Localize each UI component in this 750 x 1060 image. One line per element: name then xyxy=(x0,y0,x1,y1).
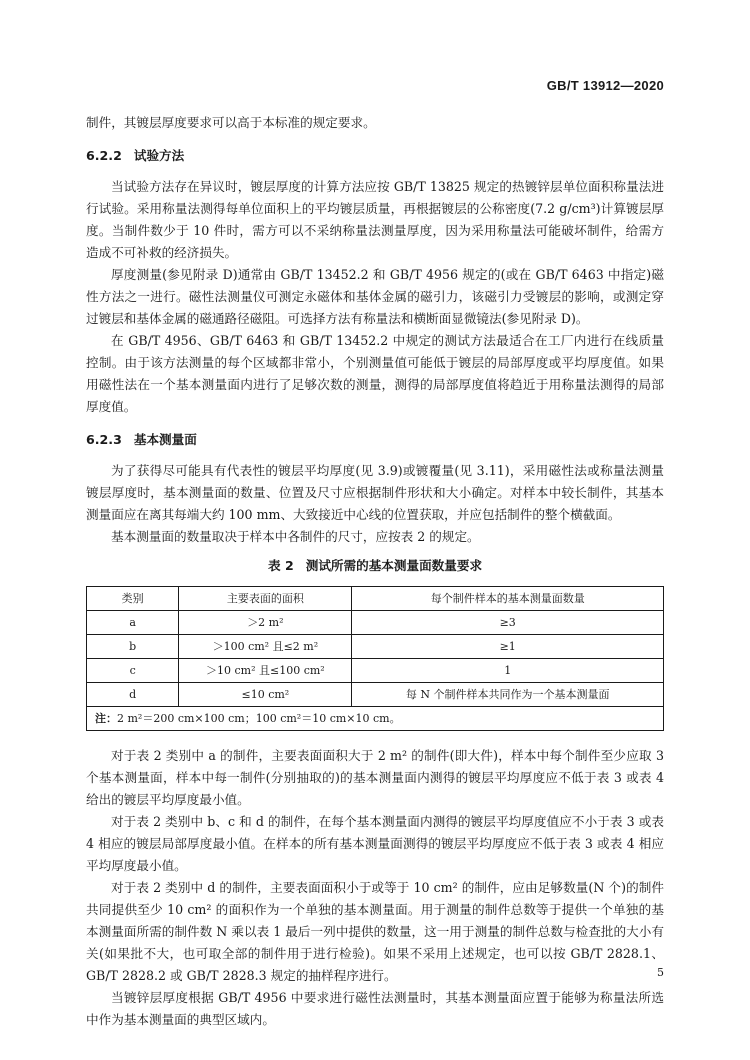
paragraph: 制件，其镀层厚度要求可以高于本标准的规定要求。 xyxy=(86,115,376,130)
cell-count: 1 xyxy=(352,659,664,683)
section-heading-6-2-3 xyxy=(86,430,664,450)
cell-category: a xyxy=(87,611,179,635)
section-number: 6.2.3 xyxy=(86,432,122,447)
table-note xyxy=(87,707,664,731)
page-number: 5 xyxy=(657,966,664,979)
paragraph: 为了获得尽可能具有代表性的镀层平均厚度(见 3.9)或镀覆量(见 3.11)，采用磁性法或称量法测量镀层厚度时，基本测量面的数量、位置及尺寸应根据制件形状和大小确定。对样本中较长制件，其基本测量面应在离其每端大约 100 mm、大致接近中心线的位置获取，并应包括制件的整个横截面。 xyxy=(86,463,664,522)
note-label: 注： xyxy=(95,711,117,725)
header-surface-count: 每个制件样本的基本测量面数量 xyxy=(352,587,664,611)
table-number: 表 2 xyxy=(267,558,294,573)
note-text: 2 m²＝200 cm×100 cm；100 cm²＝10 cm×10 cm。 xyxy=(117,711,401,725)
table-note-row xyxy=(87,707,664,731)
table-header-row xyxy=(87,587,664,611)
cell-area: ＞2 m² xyxy=(179,611,352,635)
cell-area: ＞100 cm² 且≤2 m² xyxy=(179,635,352,659)
section-heading-6-2-2 xyxy=(86,146,664,166)
table-title: 测试所需的基本测量面数量要求 xyxy=(305,558,483,573)
paragraph: 对于表 2 类别中 a 的制件，主要表面面积大于 2 m² 的制件(即大件)，样本中每个制件至少应取 3 个基本测量面，样本中每一制件(分别抽取的)的基本测量面内测得的镀层平均厚度应不低于表 3 或表 4 给出的镀层平均厚度最小值。 xyxy=(86,748,664,807)
paragraph: 当镀锌层厚度根据 GB/T 4956 中要求进行磁性法测量时，其基本测量面应置于能够为称量法所选中作为基本测量面的典型区域内。 xyxy=(86,990,664,1027)
table-row xyxy=(87,635,664,659)
paragraph: 厚度测量(参见附录 D)通常由 GB/T 13452.2 和 GB/T 4956 规定的(或在 GB/T 6463 中指定)磁性方法之一进行。磁性法测量仪可测定永磁体和基体金属的磁引力，该磁引力受镀层的影响，或测定穿过镀层和基体金属的磁通路径磁阻。可选择方法有称量法和横断面显微镜法(参见附录 D)。 xyxy=(86,267,664,326)
standard-number-header: GB/T 13912—2020 xyxy=(546,78,664,93)
paragraph: 当试验方法存在异议时，镀层厚度的计算方法应按 GB/T 13825 规定的热镀锌层单位面积称量法进行试验。采用称量法测得每单位面积上的平均镀层质量，再根据镀层的公称密度(7.2 g/cm³)计算镀层厚度。当制件数少于 10 件时，需方可以不采纳称量法测量厚度，因为采用称量法可能破坏制件，给需方造成不可补救的经济损失。 xyxy=(86,179,664,260)
cell-count: 每 N 个制件样本共同作为一个基本测量面 xyxy=(352,683,664,707)
paragraph: 基本测量面的数量取决于样本中各制件的尺寸，应按表 2 的规定。 xyxy=(111,529,480,544)
header-category: 类别 xyxy=(87,587,179,611)
section-title: 基本测量面 xyxy=(133,432,197,447)
measurement-surface-table xyxy=(86,586,664,731)
cell-count: ≥3 xyxy=(352,611,664,635)
table-row xyxy=(87,659,664,683)
paragraph: 在 GB/T 4956、GB/T 6463 和 GB/T 13452.2 中规定的测试方法最适合在工厂内进行在线质量控制。由于该方法测量的每个区域都非常小，个别测量值可能低于镀层的局部厚度或平均厚度值。如果用磁性法在一个基本测量面内进行了足够次数的测量，测得的局部厚度值将趋近于用称量法测得的局部厚度值。 xyxy=(86,333,664,414)
section-title: 试验方法 xyxy=(133,148,185,163)
table-row xyxy=(87,683,664,707)
cell-category: d xyxy=(87,683,179,707)
table-row xyxy=(87,611,664,635)
cell-category: c xyxy=(87,659,179,683)
cell-count: ≥1 xyxy=(352,635,664,659)
cell-area: ≤10 cm² xyxy=(179,683,352,707)
paragraph: 对于表 2 类别中 b、c 和 d 的制件，在每个基本测量面内测得的镀层平均厚度值应不小于表 3 或表 4 相应的镀层局部厚度最小值。在样本的所有基本测量面测得的镀层平均厚度应不低于表 3 或表 4 相应平均厚度最小值。 xyxy=(86,814,664,873)
header-main-surface-area: 主要表面的面积 xyxy=(179,587,352,611)
cell-category: b xyxy=(87,635,179,659)
paragraph: 对于表 2 类别中 d 的制件，主要表面面积小于或等于 10 cm² 的制件，应由足够数量(N 个)的制件共同提供至少 10 cm² 的面积作为一个单独的基本测量面。用于测量的制件总数等于提供一个单独的基本测量面所需的制件数 N 乘以表 1 最后一列中提供的数量，这一用于测量的制件总数与检查批的大小有关(如果批不大，也可取全部的制件用于进行检验)。如果不采用上述规定，也可以按 GB/T 2828.1、GB/T 2828.2 或 GB/T 2828.3 规定的抽样程序进行。 xyxy=(86,880,664,983)
cell-area: ＞10 cm² 且≤100 cm² xyxy=(179,659,352,683)
document-body xyxy=(86,112,664,1031)
table-caption xyxy=(86,556,664,576)
section-number: 6.2.2 xyxy=(86,148,122,163)
